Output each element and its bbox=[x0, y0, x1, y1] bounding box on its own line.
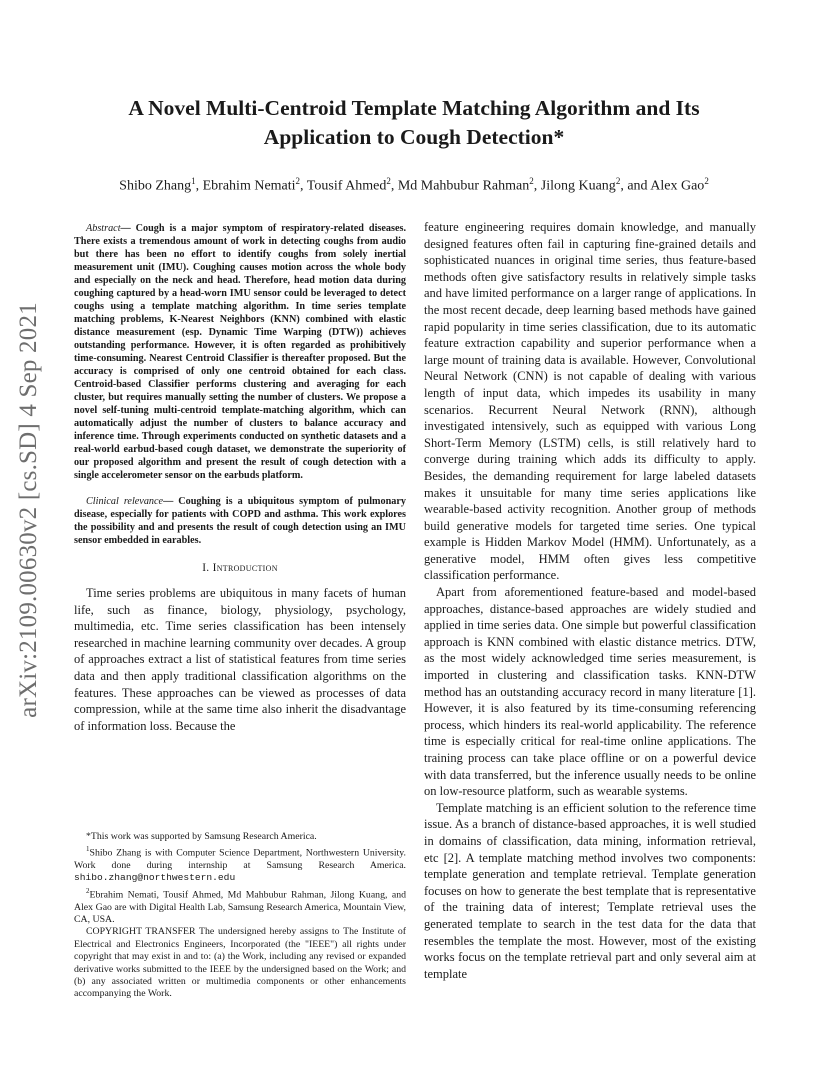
author-5-affiliation: 2 bbox=[615, 176, 621, 186]
footnotes bbox=[74, 831, 406, 1001]
author-separator: , bbox=[533, 178, 541, 194]
title-line-2: Application to Cough Detection* bbox=[263, 125, 565, 149]
right-paragraph-1: feature engineering requires domain knowledge, and manually designed features often fail in capturing fine-grained details and sophisticated nuances in original time series, thus feature-based methods often give satisfactory results in relatively simple tasks and have limited performance on a larger range of applications. In the most recent decade, deep learning based methods have gained rapid popularity in time series classification, due to its automatic feature extraction capability and superior performance when a large mount of training data is available. However, Convolutional Neural Network (CNN) is not capable of dealing with various length of input data, which impedes its usability in many scenarios. Recurrent Neural Network (RNN), although investigated intensively, such as equipped with various Long Short-Term Memory (LSTM) cells, is still relatively hard to converge during training which adds its difficulty to apply. Besides, the demanding requirement for large labeled datasets makes it unsuitable for many time series applications like wearable-based activity recognition. Another group of methods build generative models for targeted time series. One typical example is Hidden Markov Model (HMM). Unfortunately, as a generative model, HMM often gives less competitive classification performance. bbox=[424, 220, 756, 583]
abstract bbox=[74, 222, 406, 482]
footnote-1-text: Shibo Zhang is with Computer Science Department, Northwestern University. Work done during internship at Samsung Research America. bbox=[74, 847, 406, 872]
right-paragraph-2: Apart from aforementioned feature-based and model-based approaches, distance-based approaches are widely studied and applied in time series data. One simple but powerful classification approach is KNN combined with elastic distance metrics. DTW, as the most widely acknowledged time series measurement, is imported in clustering and classification tasks. KNN-DTW method has an outstanding accuracy record in many literature [1]. However, it is also featured by its time-consuming referencing process, which hinders its real-world applicability. The reference time is especially critical for real-time online applications. The training process can take place offline or on a powerful device with data transferred, but the inference usually needs to be online on low-resource platform, such as wearable systems. bbox=[424, 585, 756, 799]
arxiv-identifier-text: arXiv:2109.00630v2 [cs.SD] 4 Sep 2021 bbox=[15, 302, 43, 718]
author-2-affiliation: 2 bbox=[295, 176, 301, 186]
footnote-1-mark: 1 bbox=[86, 845, 90, 854]
author-1: Shibo Zhang bbox=[119, 178, 192, 194]
author-separator: , bbox=[390, 178, 398, 194]
right-column bbox=[424, 219, 756, 982]
footnote-2-text: Ebrahim Nemati, Tousif Ahmed, Md Mahbubur Rahman, Jilong Kuang, and Alex Gao are with Digital Health Lab, Samsung Research America, Mountain View, CA, USA. bbox=[74, 889, 406, 925]
copyright-notice: COPYRIGHT TRANSFER The undersigned hereby assigns to The Institute of Electrical and Electronics Engineers, Incorporated (the "IEEE") all rights under copyright that may exist in and to: (a) the Work, including any revised or expanded derivative works submitted to the IEEE by the undersigned based on the Work; and (b) any associated written or multimedia components or other enhancements accompanying the Work. bbox=[74, 926, 406, 1000]
abstract-label: Abstract bbox=[86, 223, 121, 234]
title-line-1: A Novel Multi-Centroid Template Matching Algorithm and Its bbox=[128, 96, 700, 120]
abstract-dash: — bbox=[120, 223, 136, 234]
clinical-relevance-dash: — bbox=[163, 496, 179, 507]
footnote-funding: *This work was supported by Samsung Research America. bbox=[86, 831, 317, 842]
arxiv-identifier-stamp bbox=[4, 290, 54, 730]
author-5: Jilong Kuang bbox=[540, 178, 616, 194]
introduction-paragraph-1: Time series problems are ubiquitous in many facets of human life, such as finance, biology, physiology, psychology, multimedia, etc. Time series classification has been intensely researched in machine learning community over decades. A group of approaches extract a list of statistical features from time series data and then apply traditional classification algorithms on the features. These approaches can be viewed as processes of data compression, while at the same time also inherit the disadvantage of information loss. Because the bbox=[74, 586, 406, 733]
author-3: Tousif Ahmed bbox=[306, 178, 387, 194]
author-3-affiliation: 2 bbox=[386, 176, 391, 186]
author-4-affiliation: 2 bbox=[529, 176, 534, 186]
paper-title bbox=[80, 94, 748, 152]
clinical-relevance bbox=[74, 495, 406, 547]
abstract-text: Cough is a major symptom of respiratory-related diseases. There exists a tremendous amount of work in detecting coughs from audio but there has been no effort to identify coughs from solely inertial measurement unit (IMU). Coughing causes motion across the whole body and especially on the neck and head. Therefore, head motion data during coughing captured by a head-worn IMU sensor could be leveraged to detect coughs using a template matching algorithm. In time series template matching problems, K-Nearest Neighbors (KNN) combined with elastic distance measurement (esp. Dynamic Time Warping (DTW)) achieves outstanding performance. However, it is often regarded as prohibitively time-consuming. Nearest Centroid Classifier is thereafter proposed. But the accuracy is comprised of only one centroid obtained for each class. Centroid-based Classifier performs clustering and averaging for each cluster, but requires manually setting the number of clusters. We propose a novel self-tuning multi-centroid template-matching algorithm, which can automatically adjust the number of clusters to balance accuracy and inference time. Through experiments conducted on synthetic datasets and a real-world earbud-based cough dataset, we demonstrate the superiority of our proposed algorithm and present the result of cough detection with a single accelerometer sensor on the earbuds platform. bbox=[74, 223, 406, 481]
clinical-relevance-label: Clinical relevance bbox=[86, 496, 164, 507]
author-1-affiliation: 1 bbox=[191, 176, 196, 186]
footnote-2 bbox=[74, 885, 406, 926]
author-6: Alex Gao bbox=[650, 178, 705, 194]
left-column bbox=[74, 222, 406, 734]
author-separator: , bbox=[195, 178, 203, 194]
footnote-2-mark: 2 bbox=[86, 886, 90, 895]
footnote-1-email: shibo.zhang@northwestern.edu bbox=[74, 872, 236, 884]
section-heading-introduction: I. Introduction bbox=[202, 562, 278, 574]
clinical-relevance-text: Coughing is a ubiquitous symptom of pulmonary disease, especially for patients with COPD and asthma. This work explores the possibility and and presents the result of cough detection using an IMU sensor embedded in earables. bbox=[74, 496, 406, 546]
author-6-affiliation: 2 bbox=[704, 176, 709, 186]
author-list bbox=[60, 172, 768, 196]
author-and-separator: , and bbox=[620, 178, 651, 194]
footnote-1 bbox=[74, 843, 406, 884]
author-2: Ebrahim Nemati bbox=[202, 178, 296, 194]
right-paragraph-3: Template matching is an efficient solution to the reference time issue. As a branch of distance-based approaches, it is well studied in domains of classification, data mining, information retrieval, etc [2]. A template matching method involves two components: template generation and template retrieval. Template generation focuses on how to generate the best template that is representative of the training data of interest; Template retrieval uses the generated template to search in the test data for the data that resembles the template the most. However, most of the existing works focus on the template retrieval part and only several aim at template bbox=[424, 800, 756, 981]
author-separator: , bbox=[300, 178, 307, 194]
author-4: Md Mahbubur Rahman bbox=[397, 178, 530, 194]
